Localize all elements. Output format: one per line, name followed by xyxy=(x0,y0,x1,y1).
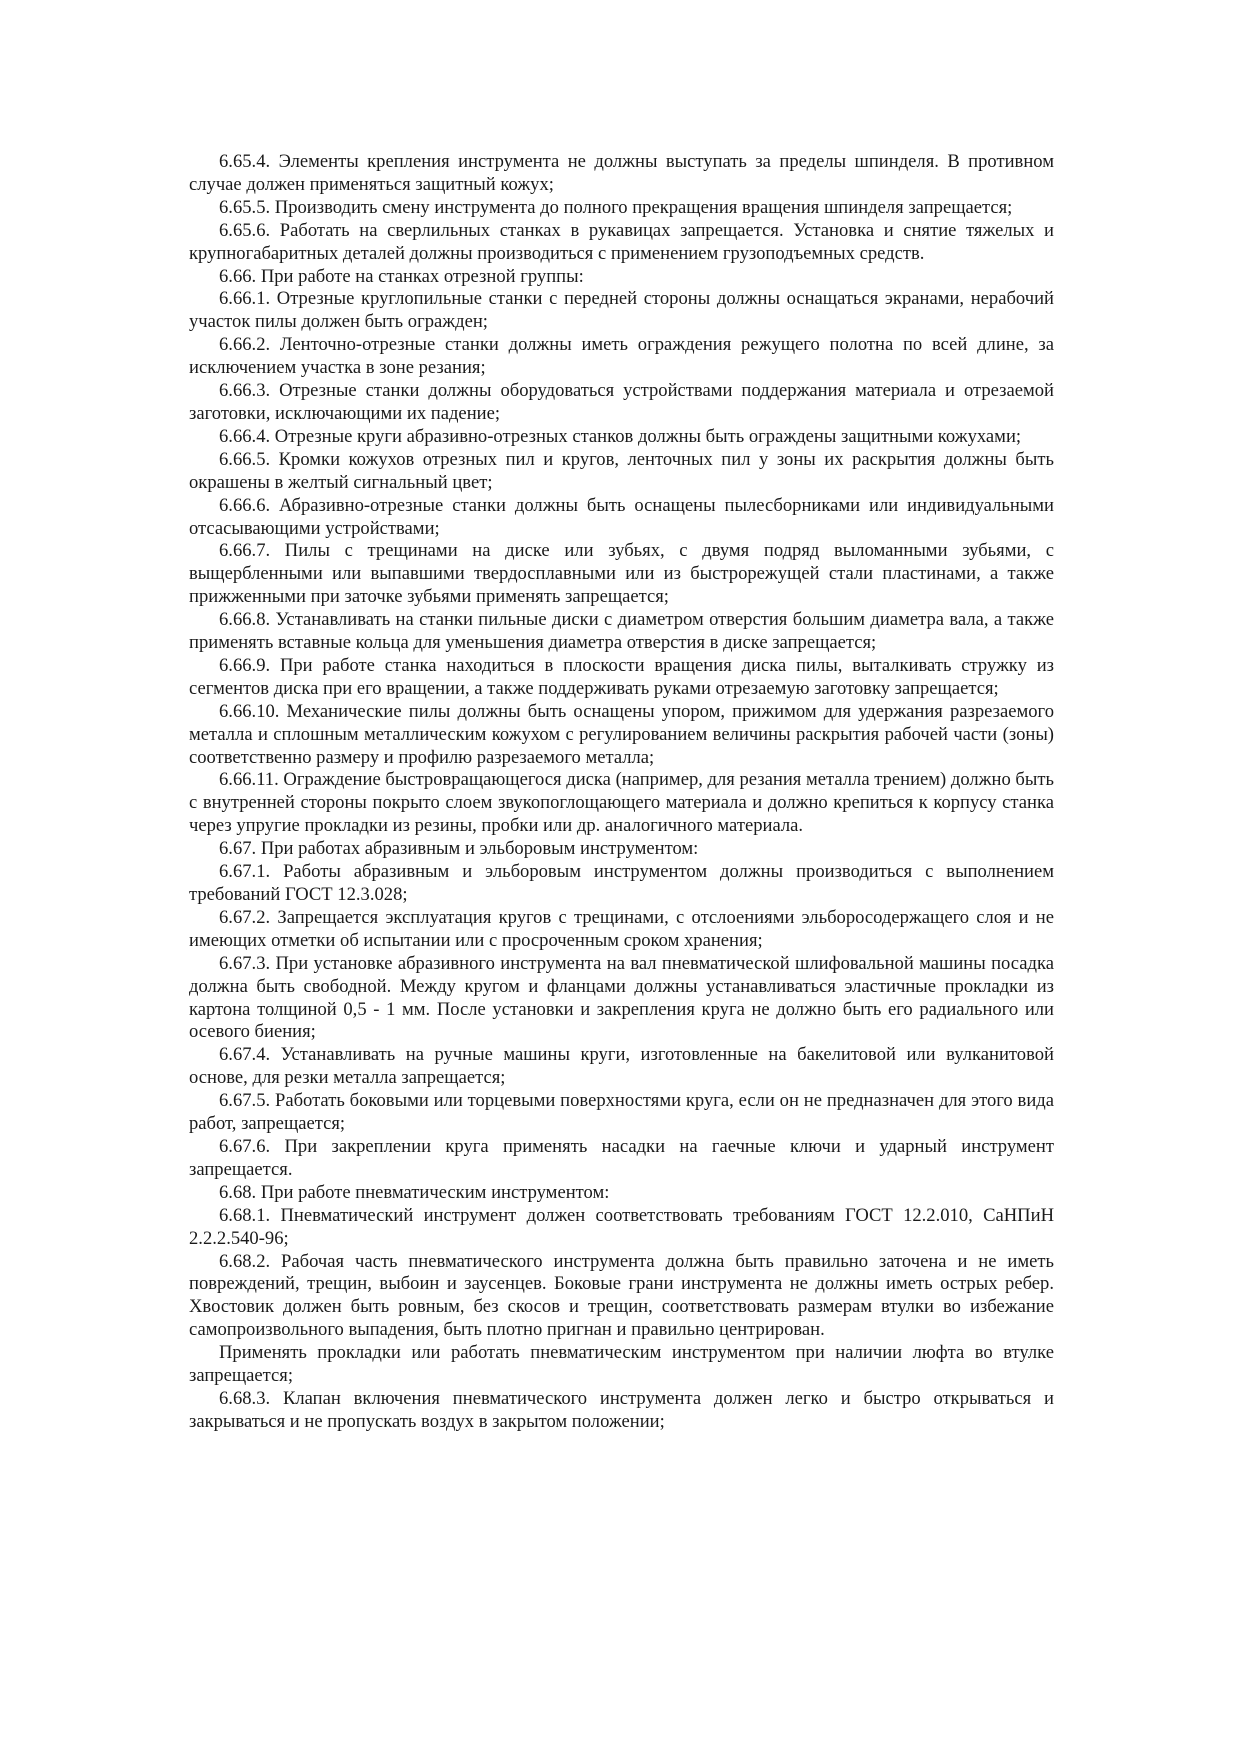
paragraph-6-66-4: 6.66.4. Отрезные круги абразивно-отрезных станков должны быть ограждены защитными кожухами; xyxy=(219,425,1022,447)
paragraph-6-66-9: 6.66.9. При работе станка находиться в плоскости вращения диска пилы, выталкивать стружку из сегментов диска при его вращении, а также поддерживать руками отрезаемую заготовку запрещается; xyxy=(189,654,1054,699)
paragraph-6-67-1: 6.67.1. Работы абразивным и эльборовым инструментом должны производиться с выполнением требований ГОСТ 12.3.028; xyxy=(189,861,1054,905)
paragraph-6-66-8: 6.66.8. Устанавливать на станки пильные диски с диаметром отверстия большим диаметра вала, а также применять вставные кольца для уменьшения диаметра отверстия в диске запрещается; xyxy=(189,609,1054,654)
paragraph-6-68-1: 6.68.1. Пневматический инструмент должен соответствовать требованиям ГОСТ 12.2.010, СаНПиН 2.2.2.540-96; xyxy=(189,1204,1054,1249)
paragraph-6-65-6: 6.65.6. Работать на сверлильных станках в рукавицах запрещается. Установка и снятие тяжелых и крупногабаритных деталей должны производиться с применением грузоподъемных средств. xyxy=(189,219,1054,264)
paragraph-6-65-4: 6.65.4. Элементы крепления инструмента не должны выступать за пределы шпинделя. В противном случае должен применяться защитный кожух; xyxy=(189,151,1054,195)
paragraph-6-67-2: 6.67.2. Запрещается эксплуатация кругов с трещинами, с отслоениями эльборосодержащего слоя и не имеющих отметки об испытании или с просроченным сроком хранения; xyxy=(189,906,1054,951)
section-heading-6-66: 6.66. При работе на станках отрезной группы: xyxy=(219,265,584,287)
paragraph-6-66-6: 6.66.6. Абразивно-отрезные станки должны быть оснащены пылесборниками или индивидуальными отсасывающими устройствами; xyxy=(189,494,1054,539)
paragraph-6-66-5: 6.66.5. Кромки кожухов отрезных пил и кругов, ленточных пил у зоны их раскрытия должны быть окрашены в желтый сигнальный цвет; xyxy=(189,448,1054,493)
paragraph-6-66-11: 6.66.11. Ограждение быстровращающегося диска (например, для резания металла трением) должно быть с внутренней стороны покрыто слоем звукопоглощающего материала и должно крепиться к корпусу станка через упругие прокладки из резины, пробки или др. аналогичного материала. xyxy=(189,769,1054,837)
paragraph-6-66-2: 6.66.2. Ленточно-отрезные станки должны иметь ограждения режущего полотна по всей длине, за исключением участка в зоне резания; xyxy=(189,334,1054,379)
section-heading-6-67: 6.67. При работах абразивным и эльборовым инструментом: xyxy=(219,838,699,860)
paragraph-6-66-10: 6.66.10. Механические пилы должны быть оснащены упором, прижимом для удержания разрезаемого металла и сплошным металлическим кожухом с регулированием величины раскрытия рабочей части (зоны) соответственно размеру и профилю разрезаемого металла; xyxy=(189,700,1054,768)
paragraph-6-67-5: 6.67.5. Работать боковыми или торцевыми поверхностями круга, если он не предназначен для этого вида работ, запрещается; xyxy=(189,1090,1054,1135)
paragraph-6-67-4: 6.67.4. Устанавливать на ручные машины круги, изготовленные на бакелитовой или вулканитовой основе, для резки металла запрещается; xyxy=(189,1044,1054,1089)
paragraph-6-65-5: 6.65.5. Производить смену инструмента до полного прекращения вращения шпинделя запрещается; xyxy=(219,196,1013,218)
section-heading-6-68: 6.68. При работе пневматическим инструментом: xyxy=(219,1181,610,1203)
paragraph-6-68-2-continuation: Применять прокладки или работать пневматическим инструментом при наличии люфта во втулке запрещается; xyxy=(189,1342,1054,1387)
paragraph-6-68-3: 6.68.3. Клапан включения пневматического инструмента должен легко и быстро открываться и закрываться и не пропускать воздух в закрытом положении; xyxy=(189,1387,1054,1432)
paragraph-6-66-7: 6.66.7. Пилы с трещинами на диске или зубьях, с двумя подряд выломанными зубьями, с выщербленными или выпавшими твердосплавными или из быстрорежущей стали пластинами, а также прижженными при заточке зубьями применять запрещается; xyxy=(189,540,1054,608)
paragraph-6-66-3: 6.66.3. Отрезные станки должны оборудоваться устройствами поддержания материала и отрезаемой заготовки, исключающими их падение; xyxy=(189,380,1054,424)
paragraph-6-66-1: 6.66.1. Отрезные круглопильные станки с передней стороны должны оснащаться экранами, нерабочий участок пилы должен быть огражден; xyxy=(189,288,1054,333)
paragraph-6-67-6: 6.67.6. При закреплении круга применять насадки на гаечные ключи и ударный инструмент запрещается. xyxy=(189,1135,1054,1180)
paragraph-6-68-2: 6.68.2. Рабочая часть пневматического инструмента должна быть правильно заточена и не иметь повреждений, трещин, выбоин и заусенцев. Боковые грани инструмента не должны иметь острых ребер. Хвостовик должен быть ровным, без скосов и трещин, соответствовать размерам втулки во избежание самопроизвольного выпадения, быть плотно пригнан и правильно центрирован. xyxy=(189,1250,1054,1341)
document-page xyxy=(189,151,1054,1434)
paragraph-6-67-3: 6.67.3. При установке абразивного инструмента на вал пневматической шлифовальной машины посадка должна быть свободной. Между кругом и фланцами должны устанавливаться эластичные прокладки из картона толщиной 0,5 - 1 мм. После установки и закрепления круга не должно быть его радиального или осевого биения; xyxy=(189,952,1054,1043)
